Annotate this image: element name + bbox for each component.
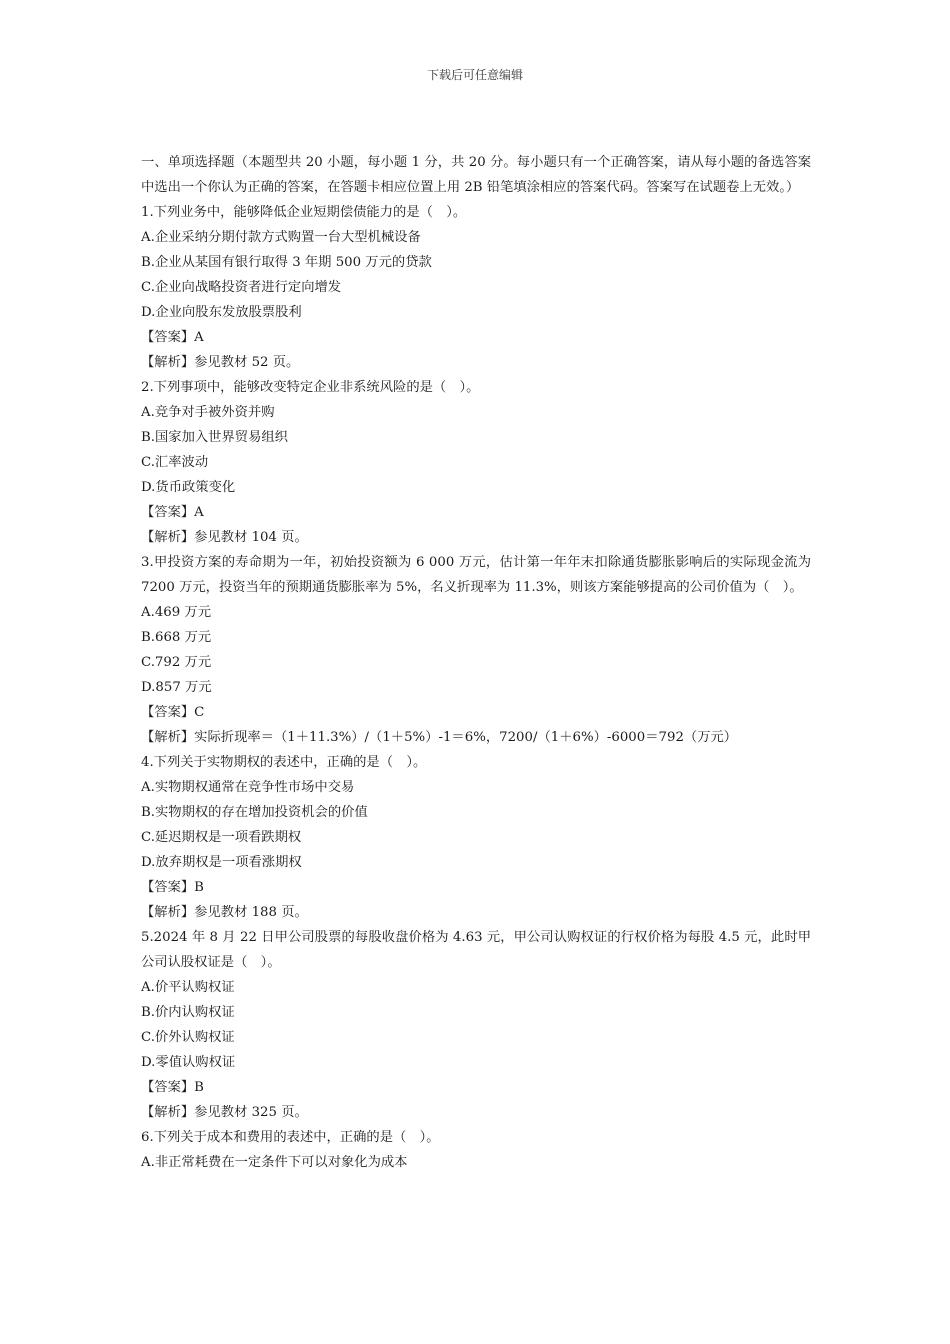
option-d: D.货币政策变化 bbox=[141, 480, 236, 495]
answer: 【答案】B bbox=[141, 1080, 204, 1095]
option-c: C.企业向战略投资者进行定向增发 bbox=[141, 280, 342, 295]
analysis: 【解析】参见教材 188 页。 bbox=[141, 905, 308, 920]
option-b: B.国家加入世界贸易组织 bbox=[141, 430, 288, 445]
section-instructions: 一、单项选择题（本题型共 20 小题，每小题 1 分，共 20 分。每小题只有一个正确答案，请从每小题的备选答案中选出一个你认为正确的答案，在答题卡相应位置上用 2B 铅笔填涂相应的答案代码。答案写在试题卷上无效。） bbox=[141, 155, 811, 195]
option-a: A.企业采纳分期付款方式购置一台大型机械设备 bbox=[141, 230, 421, 245]
option-a: A.469 万元 bbox=[141, 605, 212, 620]
analysis: 【解析】实际折现率＝（1＋11.3%）/（1＋5%）-1＝6%，7200/（1＋6%）-6000＝792（万元） bbox=[141, 730, 738, 745]
question-5 bbox=[141, 925, 811, 1125]
question-6 bbox=[141, 1125, 811, 1175]
option-d: D.企业向股东发放股票股利 bbox=[141, 305, 302, 320]
question-stem: 1.下列业务中，能够降低企业短期偿债能力的是（ ）。 bbox=[141, 205, 467, 220]
option-a: A.价平认购权证 bbox=[141, 980, 235, 995]
option-b: B.实物期权的存在增加投资机会的价值 bbox=[141, 805, 368, 820]
option-c: C.延迟期权是一项看跌期权 bbox=[141, 830, 302, 845]
analysis: 【解析】参见教材 52 页。 bbox=[141, 355, 300, 370]
answer: 【答案】A bbox=[141, 505, 204, 520]
option-c: C.价外认购权证 bbox=[141, 1030, 235, 1045]
analysis: 【解析】参见教材 104 页。 bbox=[141, 530, 308, 545]
question-stem: 2.下列事项中，能够改变特定企业非系统风险的是（ ）。 bbox=[141, 380, 480, 395]
question-4 bbox=[141, 750, 811, 925]
question-stem: 4.下列关于实物期权的表述中，正确的是（ ）。 bbox=[141, 755, 427, 770]
page-header: 下载后可任意编辑 bbox=[426, 68, 523, 82]
question-stem: 3.甲投资方案的寿命期为一年，初始投资额为 6 000 万元，估计第一年年末扣除通货膨胀影响后的实际现金流为 7200 万元，投资当年的预期通货膨胀率为 5%，名义折现率为 11.3%，则该方案能够提高的公司价值为（ ）。 bbox=[141, 555, 811, 595]
question-2 bbox=[141, 375, 811, 550]
question-stem: 5.2024 年 8 月 22 日甲公司股票的每股收盘价格为 4.63 元，甲公司认购权证的行权价格为每股 4.5 元，此时甲公司认股权证是（ ）。 bbox=[141, 930, 811, 970]
exam-content bbox=[141, 150, 811, 1175]
question-3 bbox=[141, 550, 811, 750]
option-c: C.汇率波动 bbox=[141, 455, 209, 470]
answer: 【答案】B bbox=[141, 880, 204, 895]
option-d: D.零值认购权证 bbox=[141, 1055, 236, 1070]
option-d: D.放弃期权是一项看涨期权 bbox=[141, 855, 302, 870]
option-a: A.竞争对手被外资并购 bbox=[141, 405, 275, 420]
option-d: D.857 万元 bbox=[141, 680, 212, 695]
option-b: B.价内认购权证 bbox=[141, 1005, 235, 1020]
analysis: 【解析】参见教材 325 页。 bbox=[141, 1105, 308, 1120]
option-a: A.非正常耗费在一定条件下可以对象化为成本 bbox=[141, 1155, 408, 1170]
option-b: B.668 万元 bbox=[141, 630, 212, 645]
option-b: B.企业从某国有银行取得 3 年期 500 万元的贷款 bbox=[141, 255, 432, 270]
answer: 【答案】C bbox=[141, 705, 205, 720]
option-c: C.792 万元 bbox=[141, 655, 212, 670]
answer: 【答案】A bbox=[141, 330, 204, 345]
question-stem: 6.下列关于成本和费用的表述中，正确的是（ ）。 bbox=[141, 1130, 440, 1145]
question-1 bbox=[141, 200, 811, 375]
option-a: A.实物期权通常在竞争性市场中交易 bbox=[141, 780, 355, 795]
